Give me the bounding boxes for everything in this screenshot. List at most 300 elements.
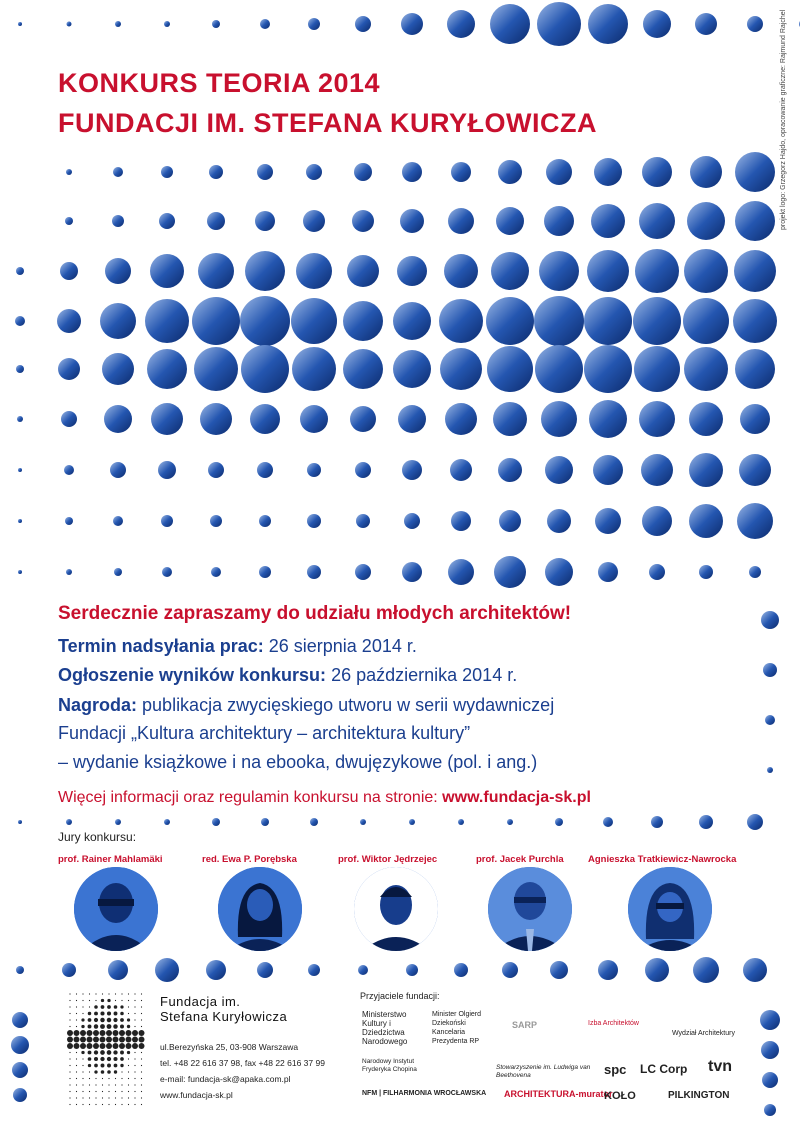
logo-dot (100, 1037, 106, 1043)
logo-dot (89, 1104, 90, 1105)
logo-dot (134, 1065, 135, 1066)
logo-dot (95, 1078, 96, 1079)
logo-dot (141, 1019, 142, 1020)
logo-dot (134, 1078, 135, 1079)
logo-dot (121, 1078, 122, 1079)
jury-photo-1 (74, 867, 158, 951)
logo-dot (141, 1091, 142, 1092)
pattern-dot (695, 13, 717, 35)
logo-dot (107, 1050, 112, 1055)
pattern-dot (17, 416, 23, 422)
pattern-dot (598, 562, 618, 582)
logo-dot (141, 1013, 142, 1014)
jury-photo-3 (354, 867, 438, 951)
logo-dot (87, 1030, 93, 1036)
logo-dot (107, 1057, 111, 1061)
logo-dot (134, 1097, 135, 1098)
logo-dot (100, 1011, 104, 1015)
pattern-dot (18, 820, 22, 824)
pattern-dot (598, 960, 618, 980)
pattern-dot (16, 365, 24, 373)
sponsor-wydzial: Wydział Architektury (672, 1030, 735, 1037)
pattern-dot (257, 462, 273, 478)
logo-dot (115, 1000, 116, 1001)
pattern-dot (544, 206, 574, 236)
logo-dot (141, 1097, 142, 1098)
deadline-label: Termin nadsyłania prac: (58, 636, 264, 656)
pattern-dot (347, 255, 379, 287)
pattern-dot (164, 819, 170, 825)
pattern-dot (212, 20, 220, 28)
logo-dot (88, 1051, 92, 1055)
foundation-phone: tel. +48 22 616 37 98, fax +48 22 616 37 99 (160, 1058, 325, 1068)
logo-dot (113, 1043, 119, 1049)
logo-dot (139, 1037, 145, 1043)
jury-name-4: prof. Jacek Purchla (476, 854, 564, 865)
pattern-dot (398, 405, 426, 433)
logo-dot (128, 1091, 129, 1092)
pattern-dot (60, 262, 78, 280)
logo-dot (88, 1057, 92, 1061)
sponsor-kolo: KOŁO (604, 1090, 636, 1102)
results-line (58, 665, 517, 686)
pattern-dot (355, 564, 371, 580)
pattern-dot (259, 566, 271, 578)
logo-dot (89, 1000, 90, 1001)
pattern-dot (496, 207, 524, 235)
logo-dot (102, 1084, 103, 1085)
pattern-dot (684, 249, 728, 293)
logo-dot (119, 1030, 125, 1036)
logo-dot (141, 1058, 142, 1059)
logo-dot (93, 1030, 99, 1036)
logo-dot (82, 1084, 83, 1085)
pattern-dot (491, 252, 529, 290)
logo-dot (102, 1091, 103, 1092)
logo-dot (94, 1005, 98, 1009)
logo-dot (102, 1097, 103, 1098)
pattern-dot (499, 510, 521, 532)
pattern-dot (112, 215, 124, 227)
logo-dot (115, 993, 116, 994)
pattern-dot (58, 358, 80, 380)
pattern-dot (16, 966, 24, 974)
pattern-dot (18, 570, 22, 574)
pattern-dot (209, 165, 223, 179)
logo-dot (74, 1043, 80, 1049)
logo-dot (102, 1078, 103, 1079)
pattern-dot (699, 815, 713, 829)
pattern-dot (161, 515, 173, 527)
logo-dot (113, 1024, 117, 1028)
logo-dot (128, 1071, 129, 1072)
pattern-dot (102, 353, 134, 385)
logo-dot (141, 1084, 142, 1085)
logo-dot (128, 1104, 129, 1105)
logo-dot (69, 1097, 70, 1098)
logo-dot (87, 1043, 93, 1049)
logo-dot (94, 1057, 98, 1061)
pattern-dot (439, 299, 483, 343)
pattern-dot (735, 152, 775, 192)
pattern-dot (639, 203, 675, 239)
pattern-dot (404, 513, 420, 529)
pattern-dot (767, 767, 773, 773)
pattern-dot (257, 164, 273, 180)
pattern-dot (594, 158, 622, 186)
logo-dot (82, 1078, 83, 1079)
pattern-dot (589, 400, 627, 438)
logo-dot (76, 1013, 77, 1014)
pattern-dot (210, 515, 222, 527)
logo-dot (128, 1006, 129, 1007)
pattern-dot (534, 296, 584, 346)
pattern-dot (450, 459, 472, 481)
results-value: 26 października 2014 r. (331, 665, 518, 685)
jury-photo-2 (218, 867, 302, 951)
sponsor-lccorp: LC Corp (640, 1062, 688, 1076)
logo-dot (69, 1078, 70, 1079)
pattern-dot (448, 208, 474, 234)
pattern-dot (591, 204, 625, 238)
pattern-dot (490, 4, 530, 44)
logo-dot (69, 1026, 70, 1027)
pattern-dot (397, 256, 427, 286)
logo-dot (76, 1006, 77, 1007)
pattern-dot (307, 514, 321, 528)
pattern-dot (641, 454, 673, 486)
pattern-dot (113, 167, 123, 177)
pattern-dot (114, 568, 122, 576)
pattern-dot (67, 22, 72, 27)
logo-dot (141, 1000, 142, 1001)
pattern-dot (635, 249, 679, 293)
pattern-dot (65, 517, 73, 525)
pattern-dot (306, 164, 322, 180)
logo-dot (107, 1064, 111, 1068)
logo-dot (108, 1104, 109, 1105)
logo-dot (87, 1037, 93, 1043)
pattern-dot (110, 462, 126, 478)
pattern-dot (683, 298, 729, 344)
logo-dot (107, 1018, 111, 1022)
logo-dot (88, 1018, 92, 1022)
website-link[interactable]: www.fundacja-sk.pl (442, 789, 591, 806)
pattern-dot (584, 297, 632, 345)
pattern-dot (211, 567, 221, 577)
logo-dot (69, 1052, 70, 1053)
pattern-dot (104, 405, 132, 433)
pattern-dot (747, 814, 763, 830)
logo-dot (100, 1057, 104, 1061)
pattern-dot (11, 1036, 29, 1054)
logo-dot (128, 1065, 129, 1066)
logo-dot (108, 993, 109, 994)
pattern-dot (12, 1062, 28, 1078)
jury-name-2: red. Ewa P. Porębska (202, 854, 297, 865)
pattern-dot (250, 404, 280, 434)
logo-dot (128, 1013, 129, 1014)
logo-dot (132, 1037, 138, 1043)
prize-line (58, 695, 554, 716)
logo-dot (114, 1005, 118, 1009)
logo-dot (81, 1025, 84, 1028)
pattern-dot (642, 506, 672, 536)
logo-dot (134, 1071, 135, 1072)
logo-dot (76, 1091, 77, 1092)
pattern-dot (207, 212, 225, 230)
logo-dot (69, 1084, 70, 1085)
logo-dot (76, 1104, 77, 1105)
logo-dot (76, 1026, 77, 1027)
logo-dot (141, 1071, 142, 1072)
logo-dot (127, 1018, 130, 1021)
pattern-dot (747, 16, 763, 32)
logo-dot (128, 993, 129, 994)
pattern-dot (535, 345, 583, 393)
pattern-dot (100, 303, 136, 339)
pattern-dot (352, 210, 374, 232)
logo-dot (115, 1097, 116, 1098)
pattern-dot (307, 463, 321, 477)
pattern-dot (546, 159, 572, 185)
logo-dot (76, 1019, 77, 1020)
pattern-dot (545, 558, 573, 586)
pattern-dot (261, 818, 269, 826)
sponsor-ministry: Ministerstwo Kultury i Dziedzictwa Narodowego (362, 1010, 408, 1046)
more-info-text: Więcej informacji oraz regulamin konkursu na stronie: (58, 789, 438, 806)
pattern-dot (240, 296, 290, 346)
pattern-dot (487, 346, 533, 392)
sponsor-izba: Izba Architektów (588, 1020, 639, 1027)
logo-dot (69, 993, 70, 994)
logo-dot (76, 1058, 77, 1059)
pattern-dot (643, 10, 671, 38)
pattern-dot (743, 958, 767, 982)
pattern-dot (448, 559, 474, 585)
logo-dot (113, 1037, 119, 1043)
foundation-address: ul.Berezyńska 25, 03-908 Warszawa (160, 1042, 299, 1052)
logo-dot (106, 1030, 112, 1036)
jury-name-5: Agnieszka Tratkiewicz-Nawrocka (588, 854, 737, 865)
foundation-email[interactable]: e-mail: fundacja-sk@apaka.com.pl (160, 1074, 291, 1084)
pattern-dot (161, 166, 173, 178)
pattern-dot (444, 254, 478, 288)
pattern-dot (633, 297, 681, 345)
logo-dot (126, 1030, 132, 1036)
logo-dot (113, 1018, 117, 1022)
logo-dot (67, 1043, 73, 1049)
pattern-dot (64, 465, 74, 475)
logo-dot (115, 1084, 116, 1085)
logo-dot (82, 1097, 83, 1098)
pattern-dot (18, 519, 22, 523)
pattern-dot (454, 963, 468, 977)
logo-dot (81, 1018, 84, 1021)
logo-dot (93, 1043, 99, 1049)
logo-dot (141, 1006, 142, 1007)
pattern-dot (145, 299, 189, 343)
sponsor-beethoven: Stowarzyszenie im. Ludwiga van Beethovena (496, 1064, 591, 1079)
logo-dot (120, 1064, 123, 1067)
logo-dot (101, 1005, 105, 1009)
logo-dot (69, 1058, 70, 1059)
logo-dot (119, 1043, 125, 1049)
pattern-dot (494, 556, 526, 588)
logo-dot (69, 1104, 70, 1105)
logo-dot (94, 1050, 98, 1054)
logo-dot (106, 1037, 112, 1043)
pattern-dot (16, 267, 24, 275)
pattern-dot (735, 349, 775, 389)
logo-dot (139, 1030, 145, 1036)
logo-dot (121, 1091, 122, 1092)
pattern-dot (588, 4, 628, 44)
logo-dot (107, 999, 110, 1002)
pattern-dot (739, 454, 771, 486)
pattern-dot (762, 1072, 778, 1088)
pattern-dot (115, 21, 121, 27)
logo-dot (102, 1104, 103, 1105)
logo-dot (102, 993, 103, 994)
pattern-dot (760, 1010, 780, 1030)
logo-dot (134, 1091, 135, 1092)
pattern-dot (507, 819, 513, 825)
pattern-dot (603, 817, 613, 827)
pattern-dot (458, 819, 464, 825)
logo-dot (134, 1019, 135, 1020)
pattern-dot (486, 297, 534, 345)
title-line-1: KONKURS TEORIA 2014 (58, 68, 381, 98)
logo-dot (121, 1000, 122, 1001)
pattern-dot (493, 402, 527, 436)
foundation-www[interactable]: www.fundacja-sk.pl (160, 1090, 233, 1100)
pattern-dot (541, 401, 577, 437)
logo-dot (120, 1018, 124, 1022)
pattern-dot (105, 258, 131, 284)
pattern-dot (445, 403, 477, 435)
logo-dot (69, 1013, 70, 1014)
pattern-dot (761, 1041, 779, 1059)
pattern-dot (451, 511, 471, 531)
pattern-dot (409, 819, 415, 825)
logo-dot (82, 1091, 83, 1092)
pattern-dot (245, 251, 285, 291)
pattern-dot (539, 251, 579, 291)
invitation: Serdecznie zapraszamy do udziału młodych architektów! (58, 603, 572, 624)
logo-dot (141, 1104, 142, 1105)
sponsor-spc: spc (604, 1062, 627, 1077)
pattern-dot (689, 402, 723, 436)
pattern-dot (401, 13, 423, 35)
logo-dot (120, 1057, 124, 1061)
pattern-dot (241, 345, 289, 393)
logo-dot (100, 1024, 105, 1029)
logo-dot (128, 1097, 129, 1098)
pattern-dot (764, 1104, 776, 1116)
logo-dot (82, 1006, 83, 1007)
pattern-dot (440, 348, 482, 390)
logo-dot (76, 1065, 77, 1066)
pattern-dot (292, 347, 336, 391)
logo-dot (95, 1097, 96, 1098)
pattern-dot (206, 960, 226, 980)
pattern-dot (761, 611, 779, 629)
pattern-dot (162, 567, 172, 577)
pattern-dot (498, 160, 522, 184)
pattern-dot (200, 403, 232, 435)
pattern-dot (356, 514, 370, 528)
jury-heading: Jury konkursu: (58, 830, 137, 844)
logo-dot (128, 1000, 129, 1001)
pattern-dot (355, 16, 371, 32)
pattern-dot (734, 250, 776, 292)
logo-dot (114, 1012, 118, 1016)
pattern-dot (651, 816, 663, 828)
logo-dot (69, 1065, 70, 1066)
logo-dot (69, 1071, 70, 1072)
logo-dot (115, 1078, 116, 1079)
logo-dot (141, 1052, 142, 1053)
logo-dot (100, 1030, 106, 1036)
pattern-dot (155, 958, 179, 982)
pattern-dot (649, 564, 665, 580)
pattern-dot (699, 565, 713, 579)
logo-dot (121, 1071, 122, 1072)
pattern-dot (18, 468, 22, 472)
pattern-dot (158, 461, 176, 479)
pattern-dot (737, 503, 773, 539)
logo-dot (88, 1025, 92, 1029)
pattern-dot (402, 460, 422, 480)
pattern-dot (693, 957, 719, 983)
logo-dot (76, 1084, 77, 1085)
logo-dot (126, 1037, 132, 1043)
pattern-dot (65, 217, 73, 225)
logo-dot (100, 1043, 106, 1049)
logo-dot (128, 1078, 129, 1079)
deadline-value: 26 sierpnia 2014 r. (268, 636, 417, 656)
pattern-dot (13, 1088, 27, 1102)
pattern-dot (595, 508, 621, 534)
pattern-dot (689, 453, 723, 487)
logo-dot (115, 1104, 116, 1105)
pattern-dot (735, 201, 775, 241)
logo-dot (69, 1019, 70, 1020)
pattern-dot (257, 962, 273, 978)
pattern-dot (198, 253, 234, 289)
logo-dot (141, 1078, 142, 1079)
pattern-dot (343, 349, 383, 389)
logo-dot (114, 1070, 117, 1073)
logo-dot (76, 993, 77, 994)
prize-text-1: publikacja zwycięskiego utworu w serii wydawniczej (142, 695, 555, 715)
logo-dot (141, 993, 142, 994)
prize-label: Nagroda: (58, 695, 138, 715)
results-label: Ogłoszenie wyników konkursu: (58, 665, 327, 685)
logo-dot (119, 1037, 125, 1043)
pattern-dot (300, 405, 328, 433)
logo-dot (80, 1043, 86, 1049)
logo-dot (69, 1091, 70, 1092)
foundation-name: Fundacja im. Stefana Kuryłowicza (160, 994, 288, 1024)
pattern-dot (555, 818, 563, 826)
pattern-dot (212, 818, 220, 826)
sponsor-nfm: NFM | FILHARMONIA WROCŁAWSKA (362, 1090, 487, 1097)
pattern-dot (550, 961, 568, 979)
logo-dot (93, 1037, 99, 1043)
logo-dot (121, 1097, 122, 1098)
